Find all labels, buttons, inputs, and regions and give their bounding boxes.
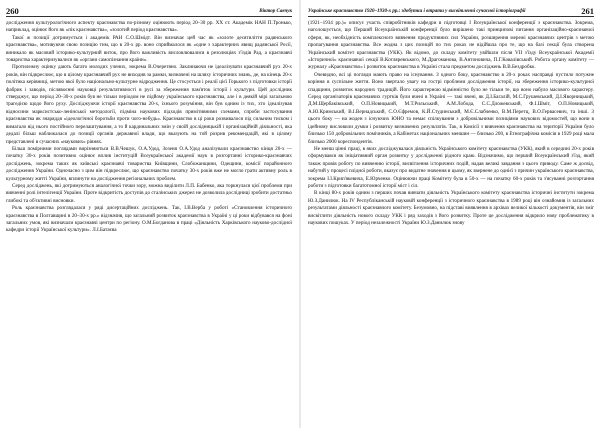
- paragraph: Протилежну оцінку дають багато молодих учених, зокрема В.Очеретяно. Заклинаючи не ідеалізувати краєзнавчий рух 20-х років, він підкреслює, що в цілому краєзнавчий рух не виходив за рамки, визначені на шляху історичних знань, де, на кінець 20-х політика керівниці, метою якої було національно-культурне відродження. Це стосується і реалії цієї Горького з підготовки історії фабрик і заводів, післявоєнні науковці результативності в русі за збереження пам'яток історії і культури. Цей дослідник стверджує, що період 20–30-х років був не тільки періодом не підйому українського краєзнавства, але і в деякій мірі загальною трагедією щодо його руху. Досліджуючи історії краєзнавства 20-х, іхнього розуміння, він був одним із тих, хто ідеалізував відносини марксистсько-ленінської методології, підміна наукових підходів примітивними схемами, спроби застосування краєзнавства як знаряддя «ідеологічної боротьби проти чого-небудь». Краєзнавство в ці роки розвивалося під сильним тиском і вимагало від нього постійного перелаштування, а то й кардинальних змін у своїй дослідницькій і організаційній діяльності, яка дедалі більш наближалася до позиції органів державної влади, що вказують на той розрив рекомендацій, які в цілому представлені в сучасних «наукових» рівнях.: [6, 64, 292, 145]
- right-page-body: [308, 20, 594, 227]
- paragraph: (1921–1934 рр.)» описує участь співробітників кафедри в підготовці I Всеукраїнської конференції з краєзнавства. Зокрема, наголошується, що Перший Всеукраїнській конференції було вирішено такі принципові питання організаційно-краєзнавчої сфери, як, необхідність комплексного вивчення продуктивних сил України, розширення мережі краєзнавчих центрів з метою пропагування краєзнавства. Все жодна з цих позицій по тих роках не відійшла про те, що на базі секції була створена Український комітет краєзнавства (УКК). Як відомо, до складу комітету увійшли після VII з'їзду Всеукраїнської Академії «Історичної» краєзнавчої секції В.Котляревського, М.Драгоманова, В.Антоновича, П.Г.Ковалівський. Робота органу комітету — журналу «Краєзнавство» і розвиток краєзнавства в Україні стала предметом досліджень В.В.Бездробко.: [308, 20, 594, 71]
- paragraph: Роль краєзнавства розглядалася у ряді дисертаційних досліджень. Так, І.В.Верба у роботі «Становлення історичного краєзнавства в Полтавщині в 20–30-х рр.» відзначив, що загальний розвиток краєзнавства в Україні у ці роки відбувався на фоні загальних умов, які визначали краєзнавчі центри по регіону. О.М.Богданова в праці «Діяльність Харківського науково-дослідної кафедри історії Української культури». Л.І.Батаєва: [6, 205, 292, 234]
- left-page-body: [6, 20, 292, 235]
- right-page-header: [308, 4, 594, 17]
- paragraph: Більш помірними поглядами вирізняються В.В.Чешук, О.А.Удод, Зозеня О.А.Удод аналізували краєзнавство кінця 20-х — початку 30-х років позитивно оцінює вплив інституцій Всеукраїнської академії наук в розгортанні історико-краєзнавчих досліджень, зокрема таких як київські краєзнавчі товариства Київщини, Слобожанщини, Одещини, комісії порайонного дослідження України. Одночасно з цим він підкреслює, що краєзнавство початку 30-х років вже не могло грати активну роль в культурному житті України, вплинути на дослідження регіональних проблем.: [6, 145, 292, 182]
- running-head: Українське краєзнавство 1920–1930-х рр.: здобутки і втрати у висвітленні сучасної історіографії: [308, 9, 526, 14]
- paragraph: дослідження культурологічного аспекту краєзнавства по-різному оцінюють період 20–30 рр. XX ст. Академік НАН П.Тронько, наприклад, оцінює його як «пік краєзнавства», «золотий період краєзнавства».: [6, 20, 292, 34]
- left-page-header: [6, 4, 292, 17]
- paragraph: Очевидно, всі ці погляди мають право на існування. З одного боку, краєзнавство в 20-х роках насправді пустило потужне коріння в суспільне життя. Воно звертало увагу на гострі проблеми дослідження історії, на збереження історико-культурної спадщини, розвиток народних традицій. Його характерною відмінністю було не тільки те, що воно набуло масового характеру. Серед організаторів краєзнавчих гуртків були вчені в Україні — такі вчені, як Д.І.Багалій, М.С.Грушевський, Д.І.Яворницький, Д.М.Щербаківський, О.П.Новицький, М.Т.Рильський, А.М.Лобода, С.С.Дложевський, Ф.І.Шміт, О.П.Новицький, А.Ю.Кримський, В.І.Вернадський, С.О.Єфремов, К.Й.Студинський, М.Є.Слабченко, В.М.Перетц, В.О.Гервасевич, та інші. З цього боку — на жоден з існуючих ЮНО та немає спілкування з добровільними позиціями наукових відомостей, що вони в ідейному висловили думки і розвитку визначених результатів. Так, в Комісії з вивчення краєзнавства на території України було близько 150 добровільних помічників, а Кабінетах національних меншин — близько 200, в Етнографічна комісія в 1929 році мала близько 2000 кореспондентів.: [308, 71, 594, 145]
- running-head: Віктор Савчук: [259, 9, 292, 14]
- paragraph: Не менш цінні праці, в яких досліджувалася діяльність Українського комітету краєзнавства (УКК), який в середині 20-х років сформувався як ініціативний орган розвитку у дослідженні рідного краю. Відзначимо, що перший Всеукраїнський з'їзд, який також провів роботу по вивченню історії, висвітлення історичних подій, надав великі завдання з цього приводу. Саме ж досвід, набутий у процесі плідної роботи, вказує про видатне значення в цьому, як звернене до однієї з причин українського краєзнавства, зокрема І.І.Крип'якевича, Е.Юрченко. Оцінюючи праці Комітету була в 50-х — на початку 60-х років та з'ясуванні розгортання роботи з підготовки багатотомної історії міст і сіл.: [308, 145, 594, 189]
- paragraph: Серед досліджень, які дотримуються аналогічної точки зору, можна виділити Л.П. Бабенко, яка торкнулася цієї проблеми при вивченні ролі інтелігенції України. Проте відкритість доступів до сталінських джерел не дозволила дослідниці зробити достатньо глибокі та об'єктивні висновки.: [6, 182, 292, 204]
- page-number: 260: [6, 6, 19, 16]
- paragraph: В кінці 80-х років одним з перших почав вивчати діяльність Українського комітету краєзнавства історичні інститути зокрема Ю.З.Данилюк. На IV Республіканській науковій конференції з історичного краєзнавства в 1989 році він ознайомив із загальних результатами діяльності краєзнавчого комітету. Безумовно, на підставі виявлення в архівах великої кількості документів, він зміг висвітлити діяльність нового складу УКК і ряд заходів з його розвитку. Проте це дослідження відкрило нову проблематику в наукових пошуках. У період незалежності України Ю.З.Данилюк знову: [308, 190, 594, 226]
- right-page: [300, 0, 600, 428]
- page-number: 261: [581, 6, 594, 16]
- paragraph: Такої ж позиції дотримується і академік РАН С.О.Шмідт. Він визначає цей час як «золоте десятиліття радянського краєзнавства», мотивуючи свою позицію тим, що в 20-х рр. воно сприймалося як «одне з характерних явищ радянської Росії, виникало як масовий історико-культурний виток, про його важливість висловлювалися в резолюціях з'їздів Рад, а краєзнавчі товариства характеризувалися як «органи самопізнання країни».: [6, 34, 292, 64]
